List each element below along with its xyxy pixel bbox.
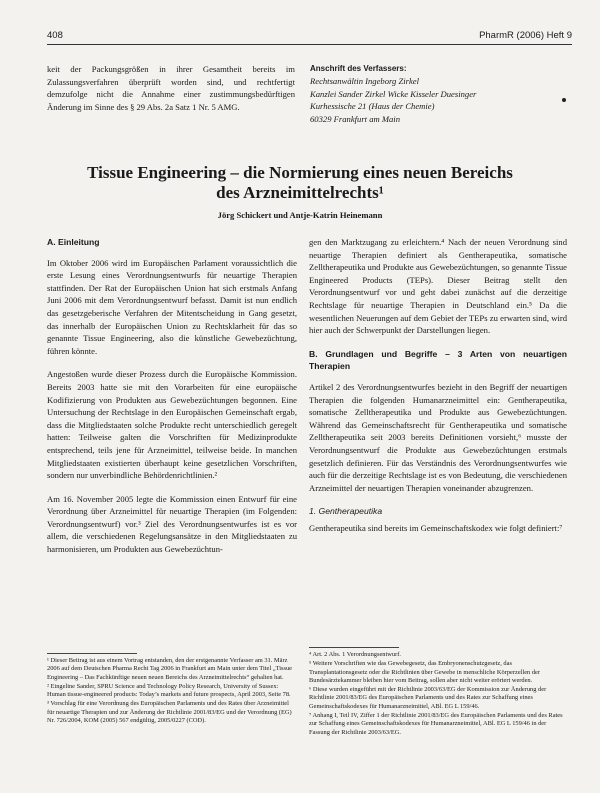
author-address	[310, 63, 560, 125]
end-mark-icon	[562, 98, 566, 102]
subsection-heading: 1. Gentherapeutika	[309, 506, 383, 517]
footnote: ⁶ Diese wurden eingeführt mit der Richtlinie 2003/63/EG der Kommission zur Änderung der Richtlinie 2001/83/EG des Europäischen Parlaments und des Rates zur Schaffung eines Gemeinschaftskodexes für Humanarzneimittel, ABl. EG L 159/46.	[309, 686, 547, 710]
article-title	[40, 163, 560, 203]
page-header	[47, 30, 572, 44]
previous-article-end	[47, 63, 295, 124]
paragraph: gen den Marktzugang zu erleichtern.⁴ Nach der neuen Verordnung sind neuartige Therapien definiert als Gentherapeutika, somatische Zelltherapeutika und Produkte aus Gewebezüchtungen, so genannte Tissue Engineered Products (TEPs). Dieser Beitrag stellt den Verordnungsentwurf vor und geht dabei zunächst auf die derzeitige Rechtslage für neuartige Therapien in Deutschland ein.⁵ Da die wesentlichen Neuerungen auf dem Gebiet der TEPs zu erwarten sind, wird hier auch der Schwerpunkt der Darstellungen liegen.	[309, 237, 567, 336]
page-number: 408	[47, 30, 63, 41]
paragraph: Gentherapeutika sind bereits im Gemeinschaftskodex wie folgt definiert:⁷	[309, 522, 563, 533]
paragraph: Am 16. November 2005 legte die Kommission einen Entwurf für eine Verordnung über Arzneimittel für neuartige Therapien (im Folgenden: Verordnungsentwurf) vor.³ Ziel des Verordnungsentwurfes ist es vor allem, die verschiedenen Regelungsansätze in den Mitgliedstaaten zu harmonisieren, um Produkten aus Gewebezüchtun-	[47, 493, 297, 555]
footnote: ⁴ Art. 2 Abs. 1 Verordnungsentwurf.	[309, 651, 401, 658]
footnote: ⁷ Anhang I, Teil IV, Ziffer 1 der Richtlinie 2001/83/EG des Europäischen Parlaments und des Rates zur Schaffung eines Gemeinschaftskodexes für Humanarzneimittel, ABl. EG L 159/46 in der Fassung der Richtlinie 2003/63/EG.	[309, 712, 563, 736]
footnote: ² Eingeline Sander, SPRU Science and Technology Policy Research, University of Sussex: Human tissue-engineered products: Today’s markets and future prospects, April 2003, Seite 78.	[47, 682, 291, 699]
footnote: ³ Vorschlag für eine Verordnung des Europäischen Parlaments und des Rates über Arzneimittel für neuartige Therapien und zur Änderung der Richtlinie 2001/83/EG und der Verordnung (EG) Nr. 726/2004, KOM (2005) 567 endgültig, 2005/0227 (COD).	[47, 700, 292, 725]
paragraph: Angestoßen wurde dieser Prozess durch die Europäische Kommission. Bereits 2003 hatte sie mit den Vorarbeiten für eine europäische Kodifizierung von Produkten aus Gewebezüchtungen begonnen. Eine Untersuchung der Rechtslage in den Europäischen Gemeinschaft ergab, dass die Mitgliedstaaten solche Produkte recht unterschiedlich geregelt hatten: Teilweise galten die Vorschriften für Medizinprodukte entsprechend, teils jene für Arzneimittel, teilweise beide. In manchen Mitgliedstaaten existierten überhaupt keine gesetzlichen Vorschriften, sondern nur unverbindliche Behördenrichtlinien.²	[47, 369, 297, 481]
previous-article-text: keit der Packungsgrößen in ihrer Gesamtheit bereits im Zulassungsverfahren überprüft worden sind, und rechtfertigt demzufolge nicht die Annahme einer zustimmungsbedürftigen Änderung im Sinne des § 29 Abs. 2a Satz 1 Nr. 5 AMG.	[47, 64, 295, 112]
section-heading: A. Einleitung	[47, 237, 100, 247]
footnote-rule	[309, 647, 399, 648]
address-line: 60329 Frankfurt am Main	[310, 113, 400, 124]
address-line: Rechtsanwältin Ingeborg Zirkel	[310, 76, 419, 87]
running-title: PharmR (2006) Heft 9	[479, 30, 572, 41]
header-rule	[47, 44, 572, 45]
footnotes-left	[47, 657, 297, 726]
paragraph: Im Oktober 2006 wird im Europäischen Parlament voraussichtlich die erste Lesung eines Verordnungsentwurfs für neuartige Therapien stattfinden. Der Rat der Europäischen Union hat sich erstmals Anfang Juni 2006 mit dem Verordnungsentwurf befasst. Damit ist nun endlich das gesetzgeberische Verfahren der Mitentscheidung in Gang gesetzt, das innerhalb der Europäischen Union zu Rechtsklarheit für das so genannte Tissue Engineering, also die künstliche Gewebezüchtung, führen könnte.	[47, 257, 297, 356]
footnote: ⁵ Weitere Vorschriften wie das Gewebegesetz, das Embryonenschutzgesetz, das Transplantationsgesetz oder die Richtlinien über Gewebe in menschliche Körperzellen der Bundesärztekammer bleiben hier vom Beitrag, sollen aber nicht weiter erörtert werden.	[309, 660, 540, 684]
title-line: des Arzneimittelrechts¹	[216, 183, 384, 202]
address-label: Anschrift des Verfassers:	[310, 64, 407, 73]
article-authors: Jörg Schickert und Antje-Katrin Heinemann	[217, 210, 383, 220]
footnote-rule	[47, 653, 137, 654]
footnote: ¹ Dieser Beitrag ist aus einem Vortrag entstanden, den der erstgenannte Verfasser am 31. März 2006 auf dem Deutschen Pharma Recht Tag 2006 in Frankfurt am Main unter dem Titel „Tissue Engineering – Das Fachkünftige neuen neuen Bereichs des Arzneimittelrechts“ gehalten hat.	[47, 657, 293, 681]
right-column	[309, 236, 567, 545]
address-line: Kurhessische 21 (Haus der Chemie)	[310, 101, 435, 112]
section-heading: B. Grundlagen und Begriffe – 3 Arten von neuartigen Therapien	[309, 348, 567, 372]
title-line: Tissue Engineering – die Normierung eines neuen Bereichs	[87, 163, 513, 182]
paragraph: Artikel 2 des Verordnungsentwurfes bezieht in den Begriff der neuartigen Therapien die folgenden Humanarzneimittel ein: Gentherapeutika, somatische Zelltherapeutika und Produkte aus Gewebezüchtungen. Während das Gemeinschaftsrecht für Gentherapeutika und somatische Zelltherapeutika seit 2003 bereits Definitionen vorsieht,⁶ musste der Verordnungsentwurf die Produkte aus Gewebezüchtungen erstmals gesetzlich definieren. Für das Verständnis des Verordnungsentwurfes wie auch für die derzeitige Rechtslage ist es von Bedeutung, die verschiedenen Arzneimittel der neuartigen Therapien voneinander abzugrenzen.	[309, 381, 567, 493]
left-column	[47, 236, 297, 567]
footnotes-right	[309, 651, 567, 738]
address-line: Kanzlei Sander Zirkel Wicke Kisseler Duesinger	[310, 88, 477, 99]
